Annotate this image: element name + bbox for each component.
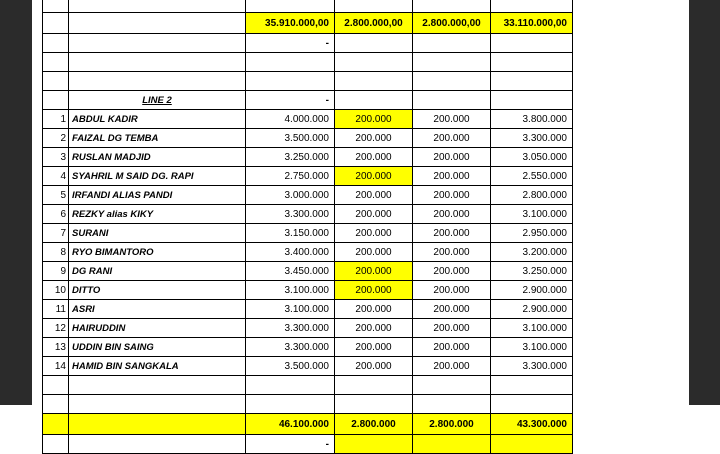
deduction-cell: 200.000 — [413, 300, 491, 319]
deduction-cell: 200.000 — [413, 167, 491, 186]
row-number: 11 — [43, 300, 69, 319]
section-title-row — [43, 91, 573, 110]
amount-cell: 4.000.000 — [246, 110, 335, 129]
left-dark-border — [0, 0, 32, 405]
deduction-cell: 200.000 — [413, 262, 491, 281]
row-number: 3 — [43, 148, 69, 167]
amount-cell: 3.000.000 — [246, 186, 335, 205]
employee-name: ASRI — [69, 300, 246, 319]
table-row — [43, 243, 573, 262]
employee-name: DITTO — [69, 281, 246, 300]
amount-cell: 3.100.000 — [246, 300, 335, 319]
employee-name: HAMID BIN SANGKALA — [69, 357, 246, 376]
deduction-cell: 200.000 — [413, 243, 491, 262]
deduction-cell: 200.000 — [413, 148, 491, 167]
deduction-cell: 200.000 — [413, 338, 491, 357]
amount-cell: 3.150.000 — [246, 224, 335, 243]
row-number: 1 — [43, 110, 69, 129]
amount-cell: 3.400.000 — [246, 243, 335, 262]
table-row — [43, 167, 573, 186]
table-row — [43, 186, 573, 205]
net-amount-cell: 3.100.000 — [491, 338, 573, 357]
amount-cell: 3.450.000 — [246, 262, 335, 281]
employee-name: IRFANDI ALIAS PANDI — [69, 186, 246, 205]
bottom-total-v2: 2.800.000 — [335, 414, 413, 435]
deduction-cell: 200.000 — [335, 205, 413, 224]
row-number: 13 — [43, 338, 69, 357]
net-amount-cell: 2.950.000 — [491, 224, 573, 243]
row-number: 7 — [43, 224, 69, 243]
dash-row — [43, 34, 573, 53]
row-number: 8 — [43, 243, 69, 262]
deduction-cell: 200.000 — [413, 205, 491, 224]
blank-row — [43, 53, 573, 72]
row-number: 2 — [43, 129, 69, 148]
amount-cell: 3.500.000 — [246, 357, 335, 376]
amount-cell: 3.250.000 — [246, 148, 335, 167]
deduction-cell: 200.000 — [335, 262, 413, 281]
amount-cell: 3.500.000 — [246, 129, 335, 148]
deduction-cell: 200.000 — [413, 129, 491, 148]
blank-row — [43, 0, 573, 13]
net-amount-cell: 3.050.000 — [491, 148, 573, 167]
bottom-total-v4: 43.300.000 — [491, 414, 573, 435]
deduction-cell: 200.000 — [413, 110, 491, 129]
table-row — [43, 300, 573, 319]
amount-cell: 3.300.000 — [246, 319, 335, 338]
employee-name: UDDIN BIN SAING — [69, 338, 246, 357]
deduction-cell: 200.000 — [335, 357, 413, 376]
row-number: 9 — [43, 262, 69, 281]
deduction-cell: 200.000 — [413, 357, 491, 376]
net-amount-cell: 3.300.000 — [491, 357, 573, 376]
net-amount-cell: 3.800.000 — [491, 110, 573, 129]
net-amount-cell: 2.800.000 — [491, 186, 573, 205]
dash-cell: - — [246, 435, 335, 454]
top-total-v1: 35.910.000,00 — [246, 13, 335, 34]
top-total-v3: 2.800.000,00 — [413, 13, 491, 34]
table-row — [43, 129, 573, 148]
employee-name: RYO BIMANTORO — [69, 243, 246, 262]
table-row — [43, 148, 573, 167]
employee-name: FAIZAL DG TEMBA — [69, 129, 246, 148]
net-amount-cell: 2.900.000 — [491, 281, 573, 300]
table-row — [43, 110, 573, 129]
amount-cell: 3.300.000 — [246, 338, 335, 357]
deduction-cell: 200.000 — [335, 148, 413, 167]
payroll-table — [42, 0, 573, 454]
table-row — [43, 224, 573, 243]
row-number: 4 — [43, 167, 69, 186]
employee-name: SURANI — [69, 224, 246, 243]
net-amount-cell: 3.100.000 — [491, 319, 573, 338]
net-amount-cell: 2.550.000 — [491, 167, 573, 186]
table-row — [43, 338, 573, 357]
table-row — [43, 262, 573, 281]
employee-name: HAIRUDDIN — [69, 319, 246, 338]
row-number: 12 — [43, 319, 69, 338]
employee-name: RUSLAN MADJID — [69, 148, 246, 167]
deduction-cell: 200.000 — [335, 300, 413, 319]
table-row — [43, 319, 573, 338]
bottom-total-row — [43, 414, 573, 435]
table-row — [43, 357, 573, 376]
deduction-cell: 200.000 — [335, 281, 413, 300]
dash-row — [43, 435, 573, 454]
blank-row — [43, 395, 573, 414]
net-amount-cell: 3.200.000 — [491, 243, 573, 262]
dash-cell: - — [246, 91, 335, 110]
spreadsheet-page — [32, 0, 689, 450]
deduction-cell: 200.000 — [335, 110, 413, 129]
deduction-cell: 200.000 — [413, 186, 491, 205]
amount-cell: 3.100.000 — [246, 281, 335, 300]
employee-name: SYAHRIL M SAID DG. RAPI — [69, 167, 246, 186]
bottom-total-v3: 2.800.000 — [413, 414, 491, 435]
deduction-cell: 200.000 — [413, 319, 491, 338]
row-number: 14 — [43, 357, 69, 376]
deduction-cell: 200.000 — [335, 167, 413, 186]
section-title: LINE 2 — [69, 91, 246, 110]
employee-name: DG RANI — [69, 262, 246, 281]
deduction-cell: 200.000 — [413, 281, 491, 300]
amount-cell: 2.750.000 — [246, 167, 335, 186]
employee-name: REZKY alias KIKY — [69, 205, 246, 224]
deduction-cell: 200.000 — [335, 319, 413, 338]
right-dark-border — [689, 0, 720, 405]
deduction-cell: 200.000 — [335, 129, 413, 148]
blank-row — [43, 376, 573, 395]
row-number: 5 — [43, 186, 69, 205]
bottom-total-v1: 46.100.000 — [246, 414, 335, 435]
table-row — [43, 281, 573, 300]
top-total-v2: 2.800.000,00 — [335, 13, 413, 34]
top-total-v4: 33.110.000,00 — [491, 13, 573, 34]
deduction-cell: 200.000 — [335, 224, 413, 243]
row-number: 10 — [43, 281, 69, 300]
net-amount-cell: 3.300.000 — [491, 129, 573, 148]
dash-cell: - — [246, 34, 335, 53]
deduction-cell: 200.000 — [335, 243, 413, 262]
top-total-row — [43, 13, 573, 34]
deduction-cell: 200.000 — [335, 186, 413, 205]
net-amount-cell: 3.250.000 — [491, 262, 573, 281]
blank-row — [43, 72, 573, 91]
deduction-cell: 200.000 — [335, 338, 413, 357]
amount-cell: 3.300.000 — [246, 205, 335, 224]
deduction-cell: 200.000 — [413, 224, 491, 243]
table-row — [43, 205, 573, 224]
net-amount-cell: 3.100.000 — [491, 205, 573, 224]
net-amount-cell: 2.900.000 — [491, 300, 573, 319]
employee-name: ABDUL KADIR — [69, 110, 246, 129]
row-number: 6 — [43, 205, 69, 224]
